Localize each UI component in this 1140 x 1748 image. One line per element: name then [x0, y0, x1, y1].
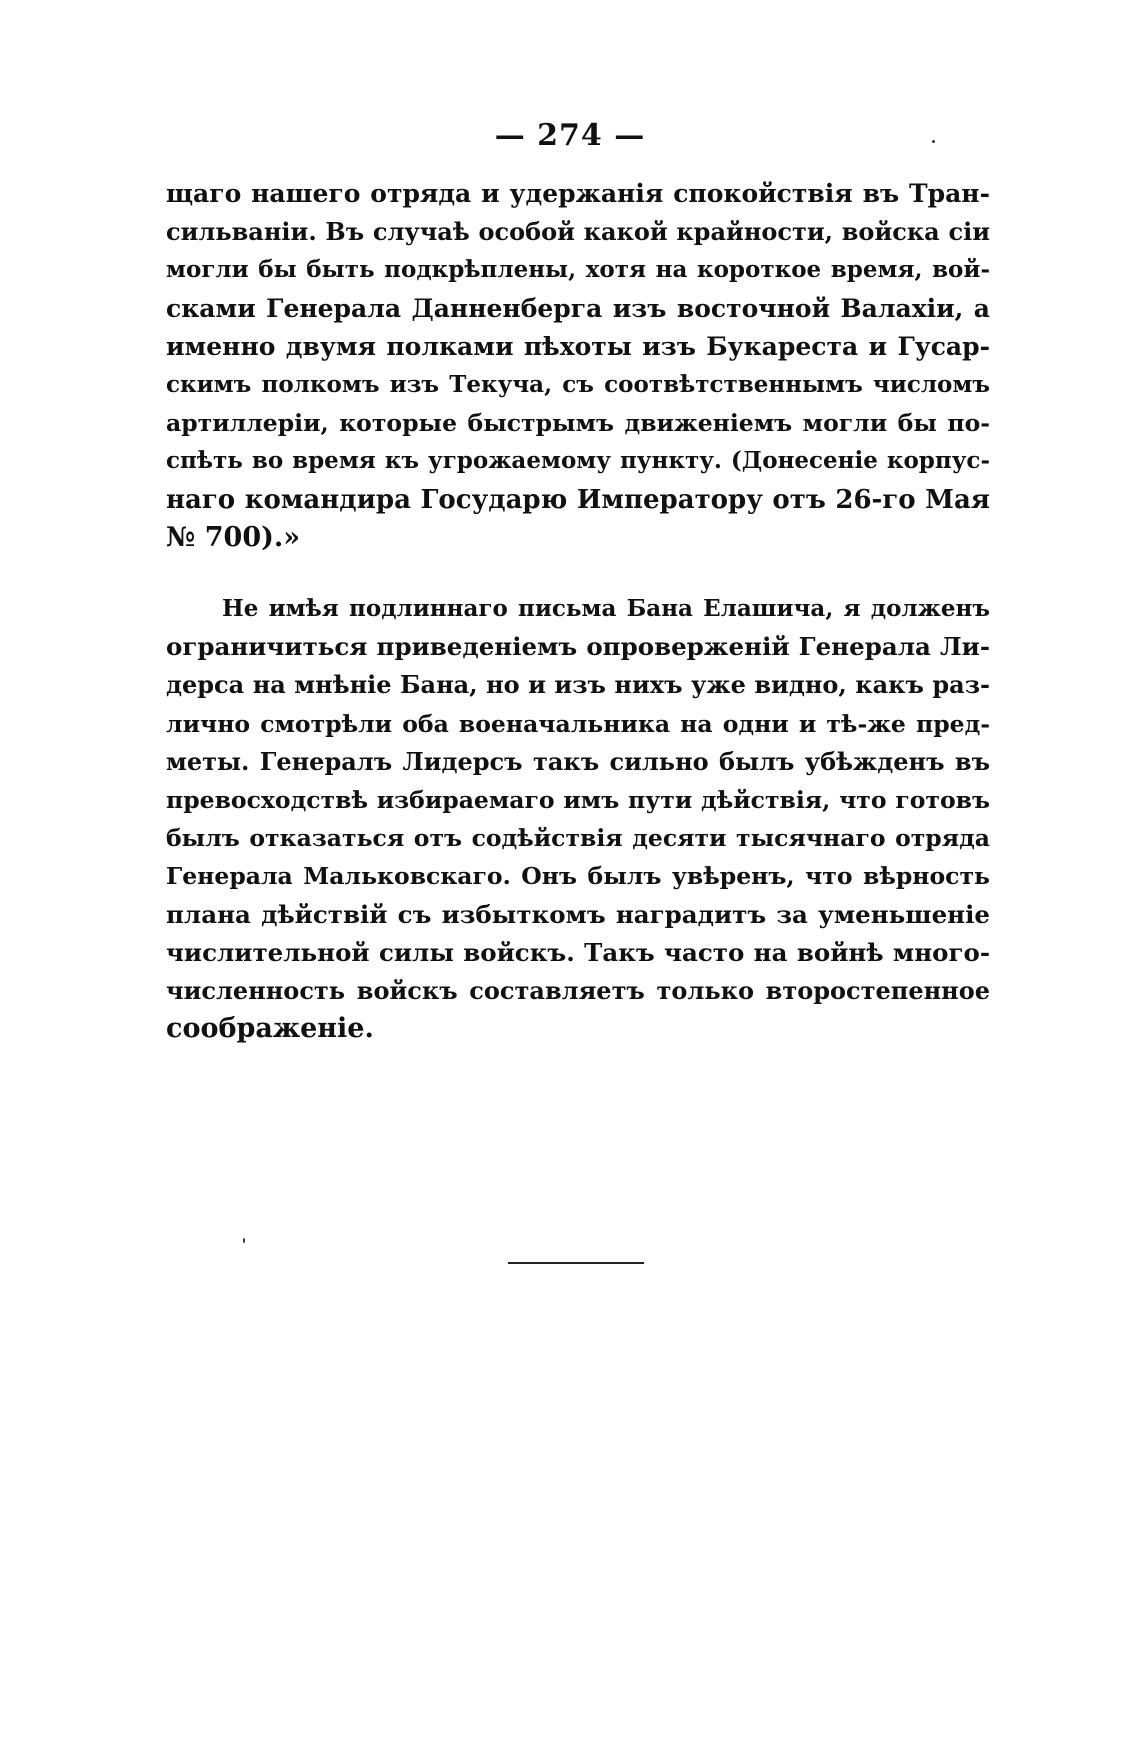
text-line: дерса на мнѣніе Бана, но и изъ нихъ уже видно, какъ раз- — [166, 670, 990, 700]
text-line: именно двумя полками пѣхоты изъ Букареста и Гусар- — [166, 331, 990, 361]
page-number: — 274 — — [494, 118, 646, 153]
text-line: № 700).» — [166, 521, 301, 553]
text-line: щаго нашего отряда и удержанія спокойствія въ Тран- — [166, 179, 990, 208]
paragraph-1 — [166, 175, 990, 557]
text-line: ограничиться приведеніемъ опроверженій Генерала Ли- — [166, 632, 990, 662]
print-speck — [932, 140, 935, 143]
text-line: Не имѣя подлиннаго письма Бана Елашича, я долженъ — [222, 595, 990, 622]
text-line: соображеніе. — [166, 1013, 374, 1045]
print-speck — [243, 1238, 245, 1243]
text-line: спѣть во время къ угрожаемому пункту. (Донесеніе корпус- — [166, 447, 990, 475]
text-line: сильваніи. Въ случаѣ особой какой крайности, войска сіи — [166, 217, 990, 247]
text-line: меты. Генералъ Лидерсъ такъ сильно былъ убѣжденъ въ — [166, 746, 990, 776]
text-line: лично смотрѣли оба военачальника на одни и тѣ-же пред- — [166, 709, 990, 738]
text-line: наго командира Государю Императору отъ 26-го Мая — [166, 484, 990, 515]
text-line: Генерала Мальковскаго. Онъ былъ увѣренъ, что вѣрность — [166, 862, 990, 891]
text-line: сками Генерала Данненберга изъ восточной Валахіи, а — [166, 293, 990, 323]
paragraph-2 — [166, 590, 990, 1048]
text-line: былъ отказаться отъ содѣйствія десяти тысячнаго отряда — [166, 824, 990, 853]
text-line: могли бы быть подкрѣплены, хотя на короткое время, вой- — [166, 256, 990, 284]
end-rule — [508, 1262, 644, 1264]
text-line: численность войскъ составляетъ только второстепенное — [166, 975, 990, 1005]
text-line: артиллеріи, которые быстрымъ движеніемъ могли бы по- — [166, 409, 990, 438]
text-line: скимъ полкомъ изъ Текуча, съ соотвѣтственнымъ числомъ — [166, 370, 990, 398]
text-line: плана дѣйствій съ избыткомъ наградитъ за уменьшеніе — [166, 899, 990, 929]
text-line: числительной силы войскъ. Такъ часто на войнѣ много- — [166, 937, 990, 967]
text-line: превосходствѣ избираемаго имъ пути дѣйствія, что готовъ — [166, 785, 990, 814]
